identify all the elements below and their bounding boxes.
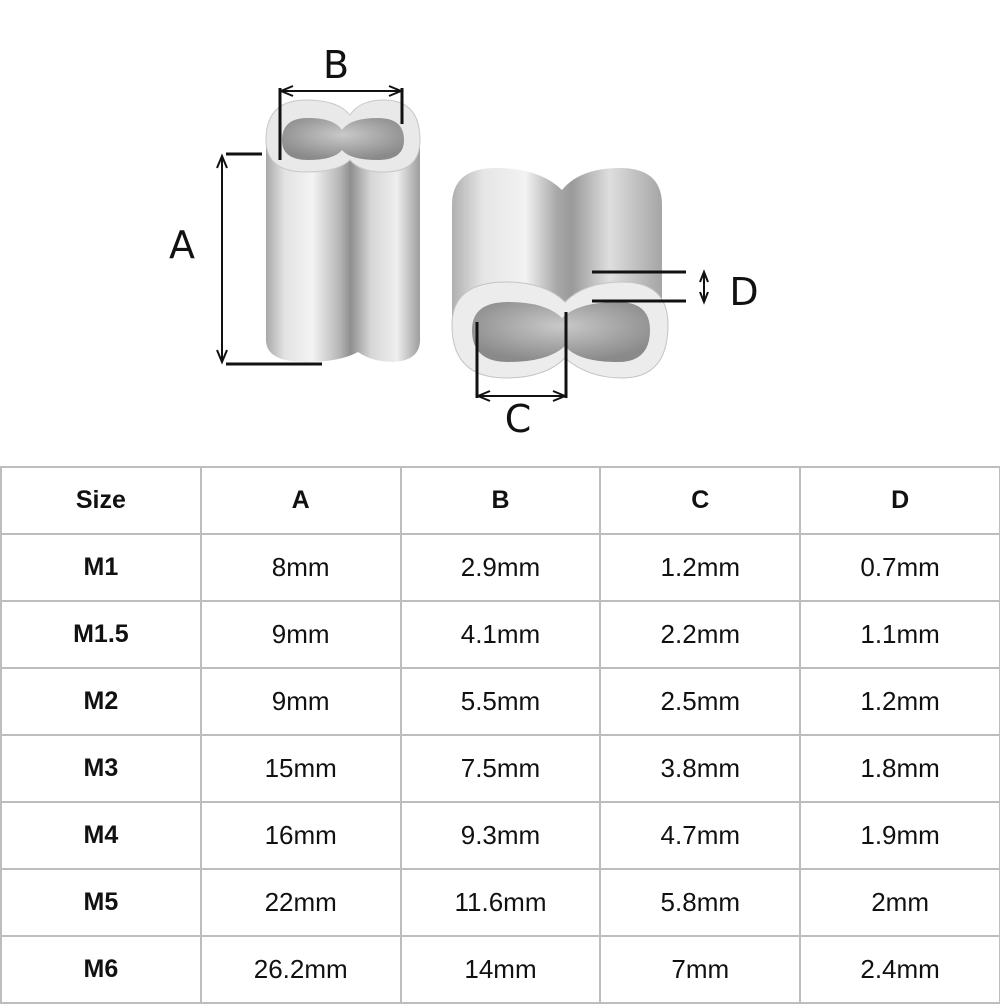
header-b: B xyxy=(401,467,601,534)
cell-c: 7mm xyxy=(600,936,800,1003)
label-a: A xyxy=(169,223,195,267)
cell-b: 2.9mm xyxy=(401,534,601,601)
table-header-row xyxy=(1,467,1000,534)
cell-size: M4 xyxy=(1,802,201,869)
header-size: Size xyxy=(1,467,201,534)
cell-d: 0.7mm xyxy=(800,534,1000,601)
cell-c: 5.8mm xyxy=(600,869,800,936)
size-spec-table xyxy=(0,466,1000,1004)
cell-d: 2mm xyxy=(800,869,1000,936)
cell-size: M5 xyxy=(1,869,201,936)
cell-a: 9mm xyxy=(201,668,401,735)
cell-c: 2.5mm xyxy=(600,668,800,735)
label-d: D xyxy=(729,270,759,314)
cell-d: 2.4mm xyxy=(800,936,1000,1003)
cell-a: 26.2mm xyxy=(201,936,401,1003)
cell-b: 11.6mm xyxy=(401,869,601,936)
table-row xyxy=(1,534,1000,601)
cell-c: 3.8mm xyxy=(600,735,800,802)
cell-a: 9mm xyxy=(201,601,401,668)
header-d: D xyxy=(800,467,1000,534)
header-a: A xyxy=(201,467,401,534)
cell-a: 8mm xyxy=(201,534,401,601)
label-c: C xyxy=(504,397,532,441)
cell-size: M6 xyxy=(1,936,201,1003)
table-row xyxy=(1,802,1000,869)
cell-size: M3 xyxy=(1,735,201,802)
cell-a: 22mm xyxy=(201,869,401,936)
cell-size: M1.5 xyxy=(1,601,201,668)
table-row xyxy=(1,668,1000,735)
table-row xyxy=(1,735,1000,802)
cell-a: 16mm xyxy=(201,802,401,869)
cell-c: 4.7mm xyxy=(600,802,800,869)
cell-d: 1.1mm xyxy=(800,601,1000,668)
cell-b: 4.1mm xyxy=(401,601,601,668)
cell-d: 1.2mm xyxy=(800,668,1000,735)
cell-d: 1.9mm xyxy=(800,802,1000,869)
cell-size: M2 xyxy=(1,668,201,735)
cell-b: 7.5mm xyxy=(401,735,601,802)
table-row xyxy=(1,869,1000,936)
dimension-diagram xyxy=(0,0,1000,465)
header-c: C xyxy=(600,467,800,534)
cell-d: 1.8mm xyxy=(800,735,1000,802)
cell-b: 14mm xyxy=(401,936,601,1003)
cell-b: 5.5mm xyxy=(401,668,601,735)
cell-a: 15mm xyxy=(201,735,401,802)
table-row xyxy=(1,601,1000,668)
cell-c: 1.2mm xyxy=(600,534,800,601)
label-b: B xyxy=(322,43,350,87)
cell-c: 2.2mm xyxy=(600,601,800,668)
table-row xyxy=(1,936,1000,1003)
cell-b: 9.3mm xyxy=(401,802,601,869)
sleeve-left xyxy=(266,100,420,362)
cell-size: M1 xyxy=(1,534,201,601)
